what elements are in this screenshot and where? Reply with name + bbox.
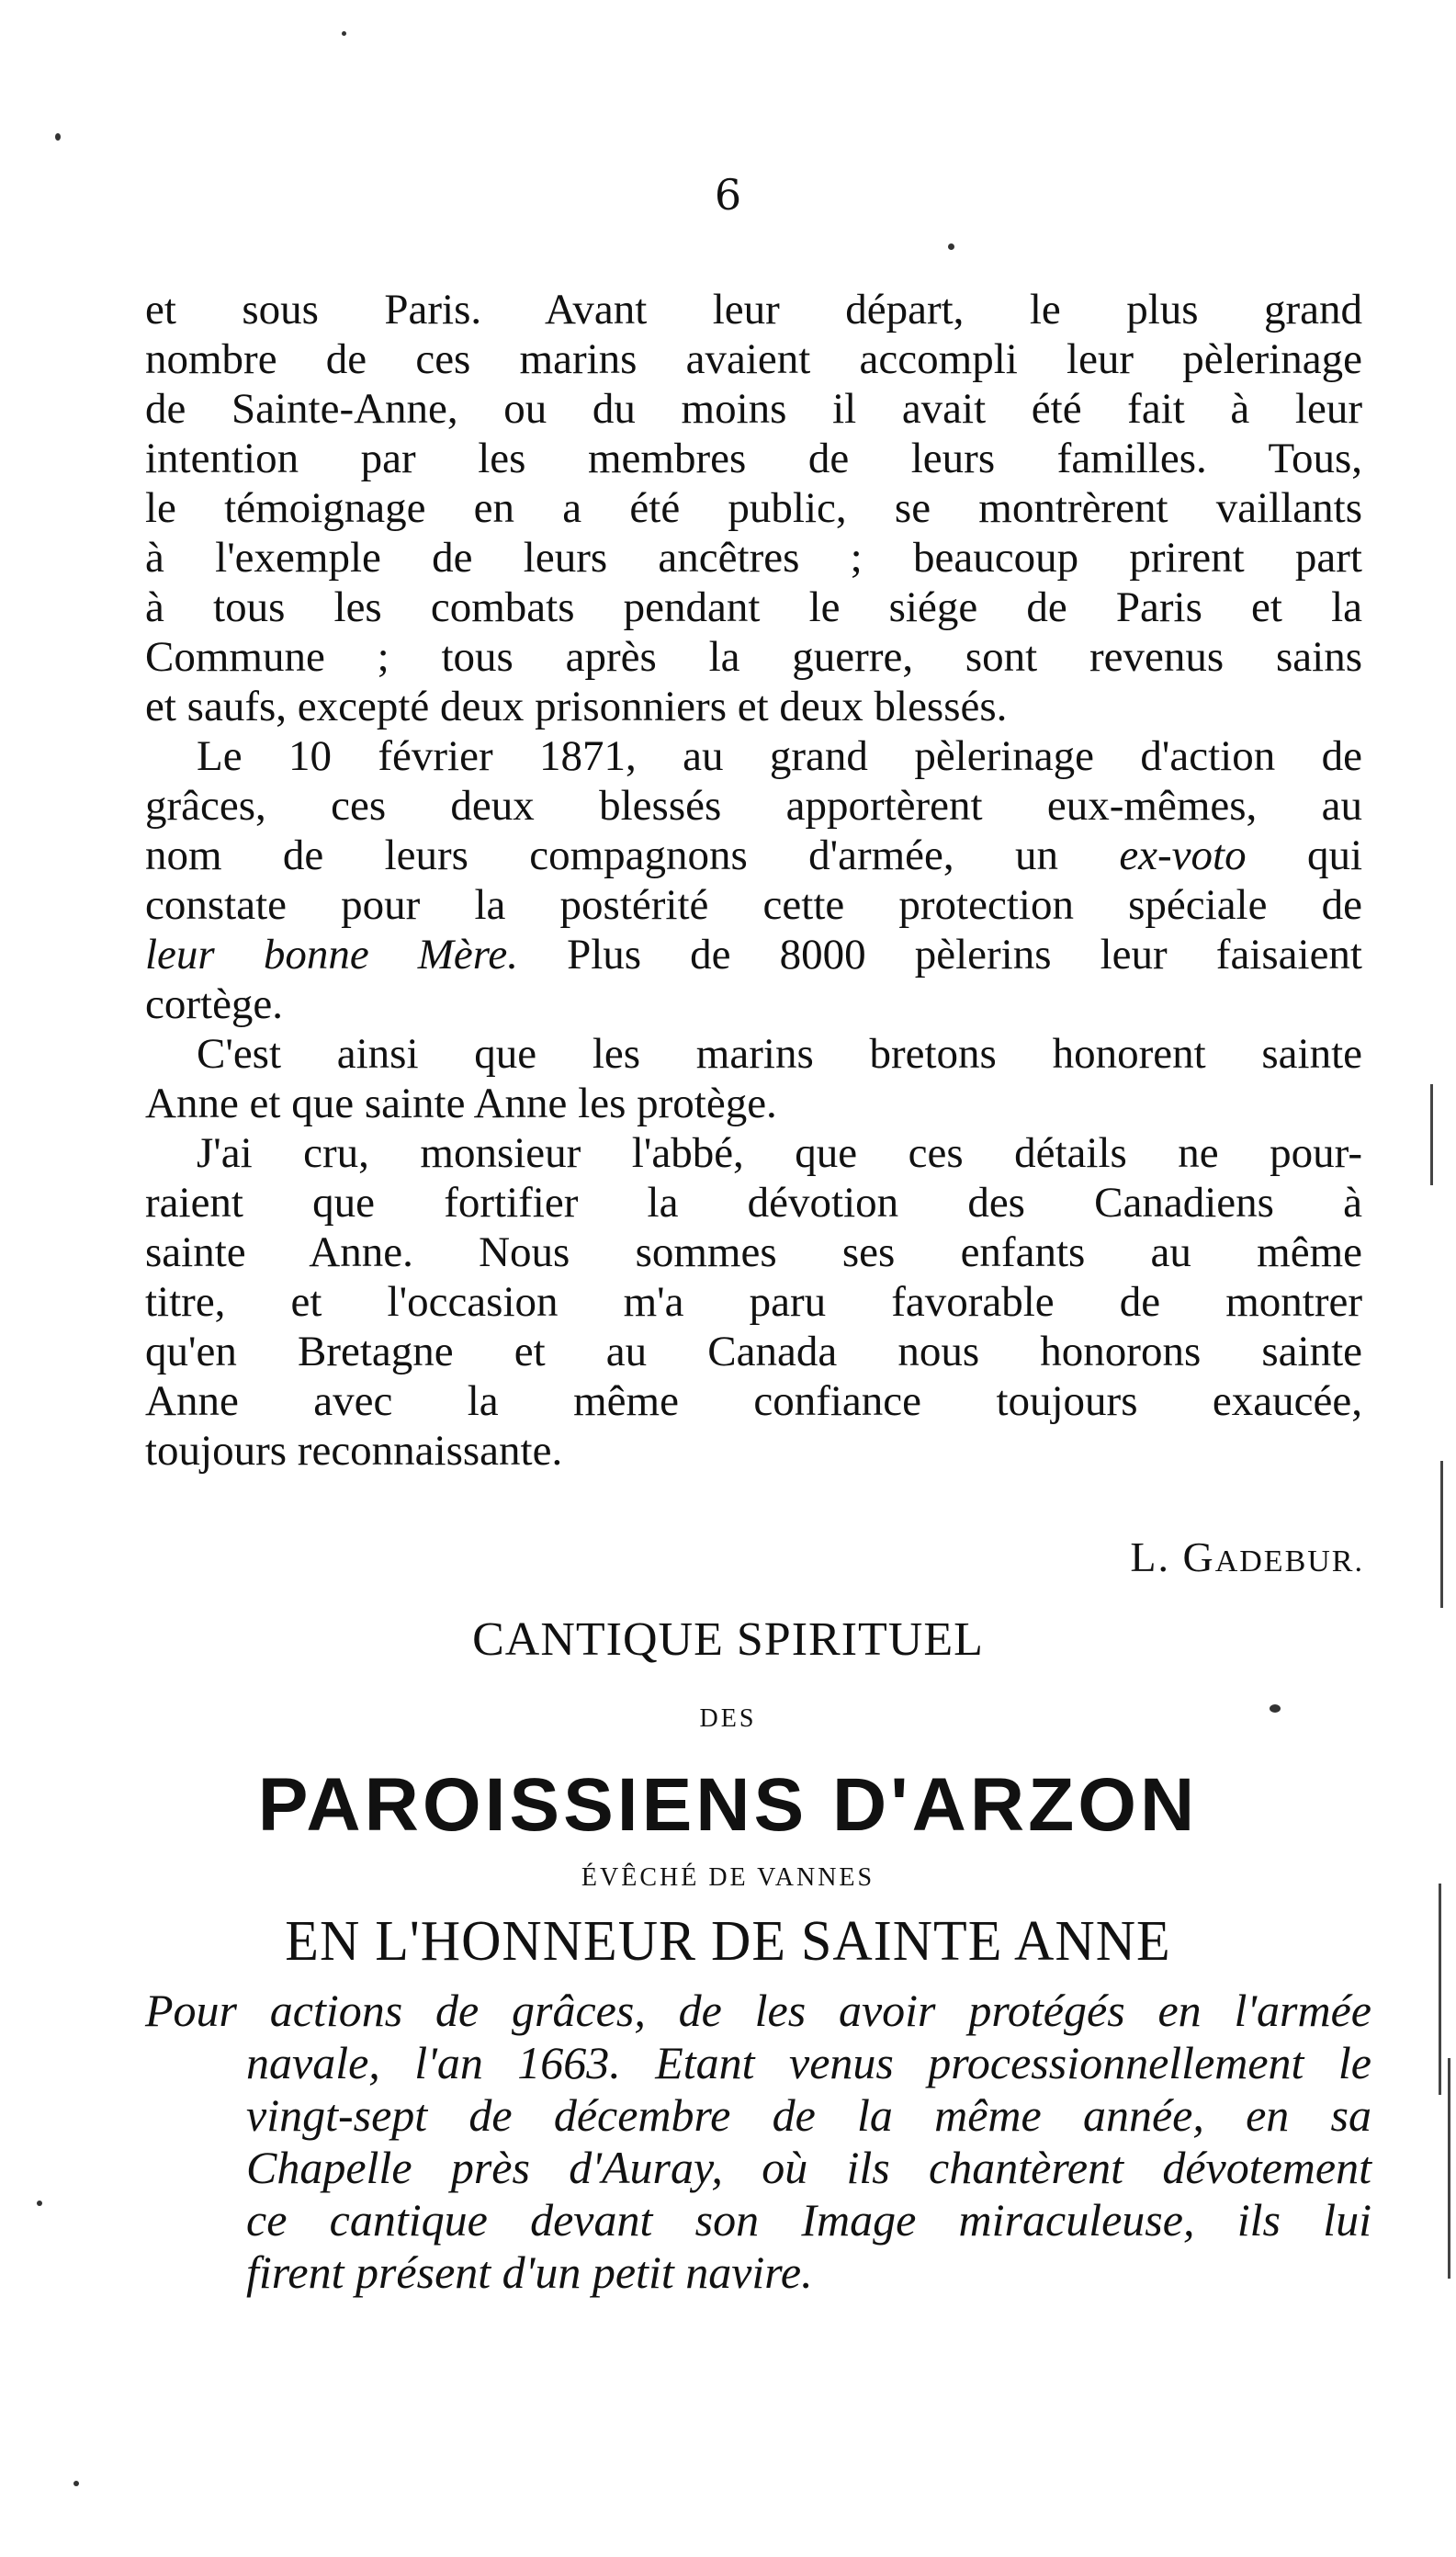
text-line: raient que fortifier la dévotion des Canadiens à bbox=[145, 1179, 1362, 1227]
text-line: grâces, ces deux blessés apportèrent eux-mêmes, au bbox=[145, 782, 1362, 830]
scan-speck bbox=[342, 31, 346, 36]
scan-speck bbox=[73, 2481, 79, 2486]
signature bbox=[1130, 1533, 1364, 1581]
title-des: DES bbox=[699, 1704, 757, 1733]
title-honneur: EN L'HONNEUR DE SAINTE ANNE bbox=[285, 1908, 1171, 1973]
text-line: et saufs, excepté deux prisonniers et deux blessés. bbox=[145, 683, 1008, 730]
text-line: intention par les membres de leurs familles. Tous, bbox=[145, 435, 1362, 482]
scan-speck bbox=[37, 2201, 42, 2206]
text-line bbox=[145, 831, 1362, 880]
text-line: à tous les combats pendant le siége de Paris et la bbox=[145, 583, 1362, 631]
intro-line: Pour actions de grâces, de les avoir protégés en l'armée bbox=[145, 1985, 1371, 2036]
intro-line: firent présent d'un petit navire. bbox=[246, 2246, 813, 2298]
text-fragment: nom de leurs compagnons d'armée, un bbox=[145, 832, 1058, 879]
scan-edge-line bbox=[1448, 2058, 1450, 2279]
signature-initial: L. G bbox=[1130, 1533, 1215, 1580]
text-line: et sous Paris. Avant leur départ, le plus grand bbox=[145, 286, 1362, 334]
scan-edge-line bbox=[1430, 1084, 1433, 1185]
intro-line: navale, l'an 1663. Etant venus processionnellement le bbox=[246, 2037, 1371, 2088]
scan-speck bbox=[948, 243, 954, 250]
leur-bonne-mere-italic: leur bonne Mère. bbox=[145, 931, 518, 979]
text-line: nombre de ces marins avaient accompli leur pèlerinage bbox=[145, 335, 1362, 383]
text-line: de Sainte-Anne, ou du moins il avait été fait à leur bbox=[145, 385, 1362, 433]
text-line: Le 10 février 1871, au grand pèlerinage d'action de bbox=[197, 732, 1362, 780]
text-fragment: qui bbox=[1306, 832, 1362, 879]
paragraph-4 bbox=[145, 1128, 1362, 1476]
scan-speck bbox=[1270, 1704, 1281, 1713]
intro-line: vingt-sept de décembre de la même année, en sa bbox=[246, 2089, 1371, 2141]
intro-italic bbox=[145, 1985, 1371, 2299]
paragraph-1 bbox=[145, 285, 1362, 731]
text-line: C'est ainsi que les marins bretons honorent sainte bbox=[197, 1030, 1362, 1078]
text-line bbox=[145, 930, 1362, 979]
text-line: J'ai cru, monsieur l'abbé, que ces détails ne pour- bbox=[197, 1129, 1362, 1177]
text-line: titre, et l'occasion m'a paru favorable de montrer bbox=[145, 1278, 1362, 1326]
text-line: cortège. bbox=[145, 980, 284, 1028]
intro-line: Chapelle près d'Auray, où ils chantèrent dévotement bbox=[246, 2142, 1371, 2193]
text-line: Commune ; tous après la guerre, sont revenus sains bbox=[145, 633, 1362, 681]
text-fragment: Plus de 8000 pèlerins leur faisaient bbox=[567, 931, 1362, 979]
ex-voto-italic: ex-voto bbox=[1119, 832, 1247, 879]
title-cantique: CANTIQUE SPIRITUEL bbox=[472, 1613, 984, 1666]
paragraph-3 bbox=[145, 1029, 1362, 1128]
text-line: sainte Anne. Nous sommes ses enfants au même bbox=[145, 1228, 1362, 1276]
title-main: PAROISSIENS D'ARZON bbox=[257, 1763, 1199, 1847]
text-line: Anne avec la même confiance toujours exaucée, bbox=[145, 1377, 1362, 1425]
title-eveche: ÉVÊCHÉ DE VANNES bbox=[581, 1863, 875, 1892]
text-line: qu'en Bretagne et au Canada nous honorons sainte bbox=[145, 1328, 1362, 1375]
text-line: Anne et que sainte Anne les protège. bbox=[145, 1080, 777, 1127]
intro-line: ce cantique devant son Image miraculeuse, ils lui bbox=[246, 2194, 1371, 2246]
page-number: 6 bbox=[714, 170, 742, 220]
text-line: le témoignage en a été public, se montrèrent vaillants bbox=[145, 484, 1362, 532]
text-line: à l'exemple de leurs ancêtres ; beaucoup prirent part bbox=[145, 534, 1362, 582]
text-line: constate pour la postérité cette protection spéciale de bbox=[145, 881, 1362, 929]
text-line: toujours reconnaissante. bbox=[145, 1427, 563, 1475]
scan-edge-line bbox=[1440, 1461, 1443, 1608]
signature-rest: ADEBUR. bbox=[1214, 1544, 1364, 1578]
paragraph-2 bbox=[145, 731, 1362, 1029]
scan-edge-line bbox=[1439, 1884, 1441, 2095]
scan-speck bbox=[55, 133, 61, 141]
